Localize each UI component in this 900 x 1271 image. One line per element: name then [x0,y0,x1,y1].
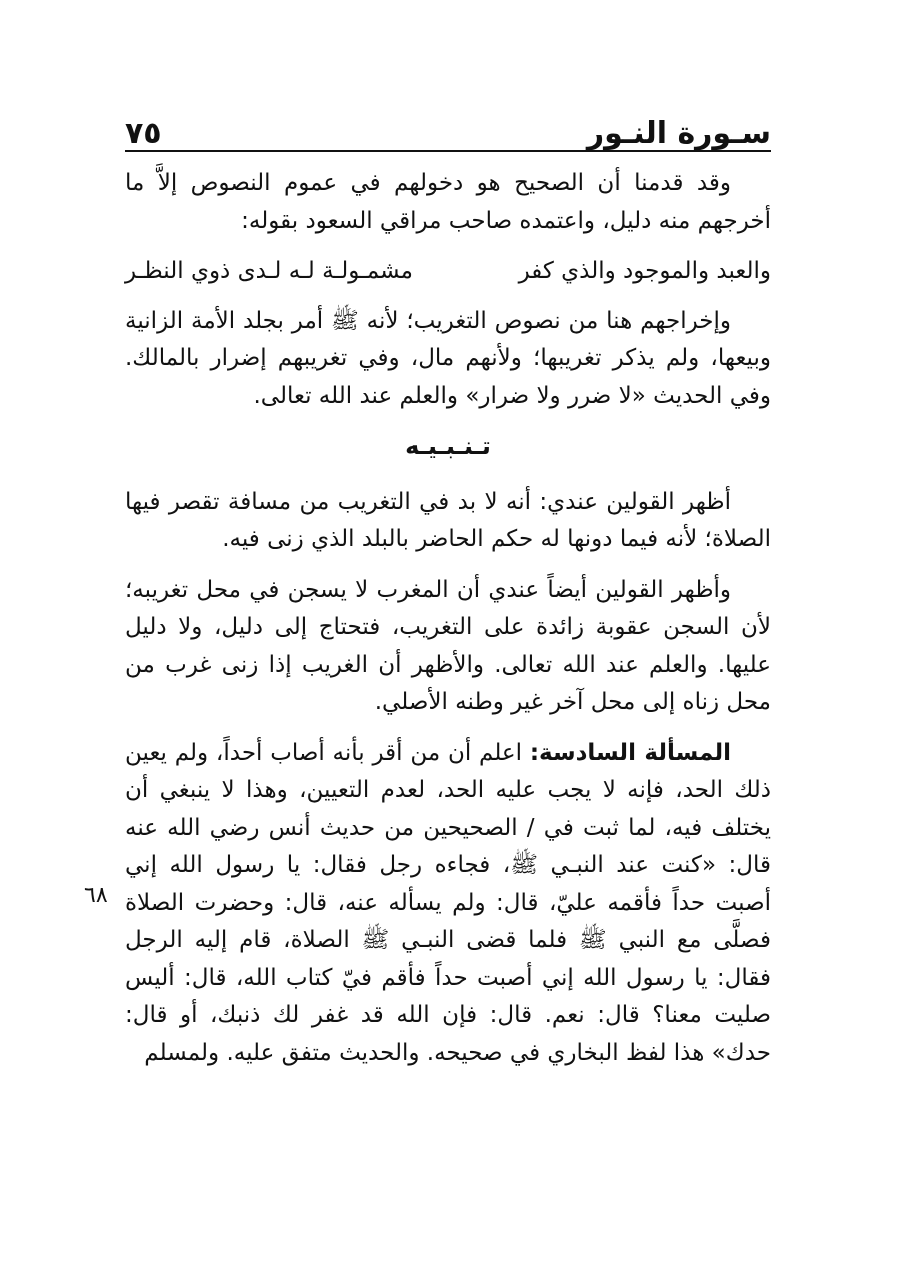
running-title: سـورة النـور [586,116,771,151]
margin-page-reference: ٦٨ [84,883,108,908]
page-number: ٧٥ [125,116,162,151]
verse-second-hemistich: مشمـولـة لـه لـدى ذوي النظـر [125,258,413,284]
body-text [125,165,771,1085]
page-header [125,108,771,152]
poetry-verse [125,253,771,291]
header-rule [125,150,771,152]
paragraph-4: وأظهر القولين أيضاً عندي أن المغرب لا يسجن في محل تغريبه؛ لأن السجن عقوبة زائدة على التغريب، فتحتاج إلى دليل، ولا دليل عليها. والعلم عند الله تعالى. والأظهر أن الغريب إذا زنى غرب من محل زناه إلى محل آخر غير وطنه الأصلي. [125,576,771,715]
paragraph-5-text: اعلم أن من أقر بأنه أصاب أحداً، ولم يعين ذلك الحد، فإنه لا يجب عليه الحد، لعدم التعيين، وهذا لا ينبغي أن يختلف فيه، لما ثبت في / الصحيحين من حديث أنس رضي الله عنه قال: «كنت عند النبـي ﷺ، فجاءه رجل فقال: يا رسول الله إني أصبت حداً فأقمه عليّ، قال: ولم يسأله عنه، قال: وحضرت الصلاة فصلَّى مع النبي ﷺ فلما قضى النبـي ﷺ الصلاة، قام إليه الرجل فقال: يا رسول الله إني أصبت حداً فأقم فيّ كتاب الله، قال: أليس صليت معنا؟ قال: نعم. قال: فإن الله قد غفر لك ذنبك، أو قال: حدك» هذا لفظ البخاري في صحيحه. والحديث متفق عليه. ولمسلم [125,739,771,1066]
paragraph-2: وإخراجهم هنا من نصوص التغريب؛ لأنه ﷺ أمر بجلد الأمة الزانية وبيعها، ولم يذكر تغريبها؛ ولأنهم مال، وفي تغريبهم إضرار بالمالك. وفي الحديث «لا ضرر ولا ضرار» والعلم عند الله تعالى. [125,307,771,409]
section-heading: تـنـبـيـه [405,432,491,460]
verse-first-hemistich: والعبد والموجود والذي كفر [518,258,771,284]
paragraph-5 [125,735,771,1073]
paragraph-3: أظهر القولين عندي: أنه لا بد في التغريب من مسافة تقصر فيها الصلاة؛ لأنه فيما دونها له حكم الحاضر بالبلد الذي زنى فيه. [125,488,771,552]
paragraph-1: وقد قدمنا أن الصحيح هو دخولهم في عموم النصوص إلاَّ ما أخرجهم منه دليل، واعتمده صاحب مراقي السعود بقوله: [125,170,771,234]
issue-title: المسألة السادسة: [529,739,731,766]
